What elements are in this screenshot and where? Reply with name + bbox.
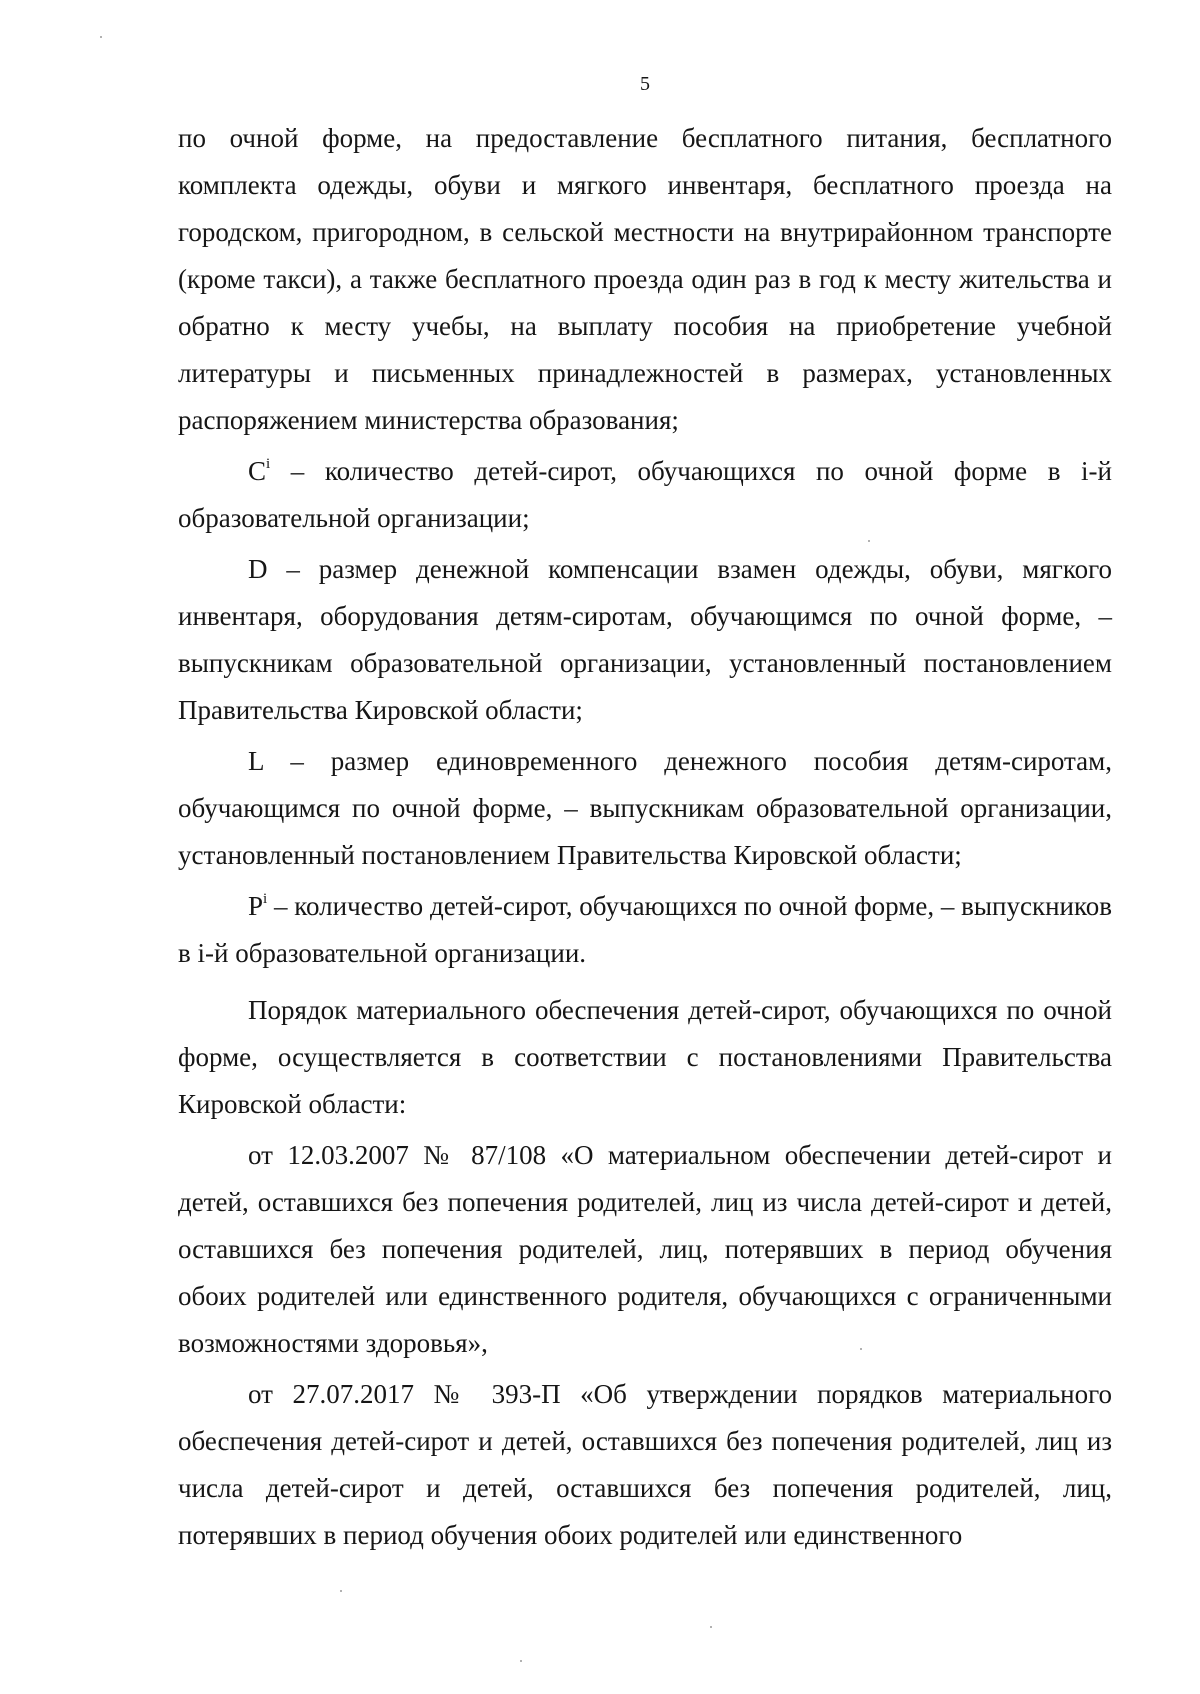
page-number: 5 <box>640 73 650 95</box>
paragraph-resolution-2007: от 12.03.2007 № 87/108 «О материальном обеспечении детей-сирот и детей, оставшихся без попечения родителей, лиц из числа детей-сирот и детей, оставшихся без попечения родителей, лиц, потерявших в период обучения обоих родителей или единственного родителя, обучающихся с ограниченными возможностями здоровья», <box>178 1140 1112 1358</box>
scan-speck <box>100 36 102 38</box>
paragraph-variable-c <box>178 448 1112 542</box>
scan-speck <box>868 540 870 542</box>
variable-c-symbol: C <box>248 456 267 486</box>
variable-c-index: i <box>266 456 271 472</box>
paragraph-resolution-2017: от 27.07.2017 № 393-П «Об утверждении порядков материального обеспечения детей-сирот и детей, оставшихся без попечения родителей, лиц из числа детей-сирот и детей, оставшихся без попечения родителей, лиц, потерявших в период обучения обоих родителей или единственного <box>178 1379 1112 1550</box>
paragraph-variable-l <box>178 738 1112 879</box>
document-body <box>178 115 1112 1559</box>
scan-speck <box>860 1348 862 1350</box>
variable-d-definition: – размер денежной компенсации взамен одежды, обуви, мягкого инвентаря, оборудования детям-сиротам, обучающимся по очной форме, – выпускникам образовательной организации, установленный постановлением Правительства Кировской области; <box>178 554 1112 725</box>
variable-c-definition: – количество детей-сирот, обучающихся по очной форме в i-й образовательной организации; <box>178 456 1112 533</box>
variable-l-symbol: L <box>248 746 264 776</box>
variable-p-definition: – количество детей-сирот, обучающихся по очной форме, – выпускников в i-й образовательной организации. <box>178 891 1112 968</box>
paragraph-support-order: Порядок материального обеспечения детей-сирот, обучающихся по очной форме, осуществляется в соответствии с постановлениями Правительства Кировской области: <box>178 995 1112 1119</box>
scan-speck <box>520 1660 522 1662</box>
variable-p-index: i <box>263 891 268 907</box>
scan-speck <box>340 1590 342 1592</box>
paragraph-funding-purposes: по очной форме, на предоставление бесплатного питания, бесплатного комплекта одежды, обуви и мягкого инвентаря, бесплатного проезда на городском, пригородном, в сельской местности на внутрирайонном транспорте (кроме такси), а также бесплатного проезда один раз в год к месту жительства и обратно к месту учебы, на выплату пособия на приобретение учебной литературы и письменных принадлежностей в размерах, установленных распоряжением министерства образования; <box>178 123 1112 435</box>
paragraph-variable-d <box>178 546 1112 734</box>
scan-speck <box>710 1626 712 1628</box>
variable-l-definition: – размер единовременного денежного пособия детям-сиротам, обучающимся по очной форме, – выпускникам образовательной организации, установленный постановлением Правительства Кировской области; <box>178 746 1112 870</box>
paragraph-variable-p <box>178 883 1112 977</box>
variable-d-symbol: D <box>248 554 268 584</box>
variable-p-symbol: P <box>248 891 264 921</box>
